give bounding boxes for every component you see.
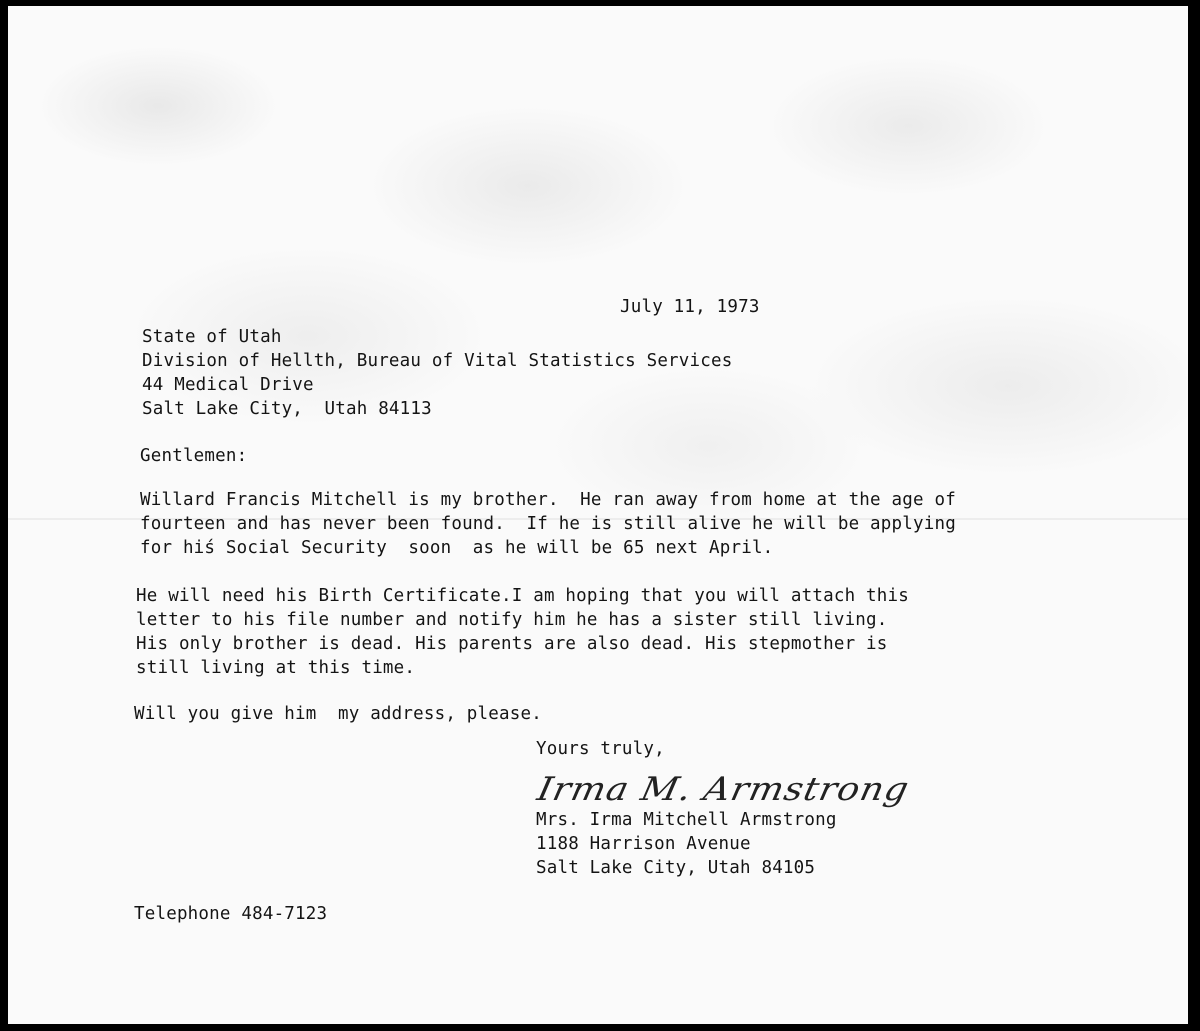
paragraph2-line-1: He will need his Birth Certificate.I am hoping that you will attach this: [136, 586, 909, 606]
paragraph2-line-3: His only brother is dead. His parents are also dead. His stepmother is: [136, 634, 888, 654]
telephone-line: Telephone 484-7123: [134, 904, 328, 924]
paragraph2-line-4: still living at this time.: [136, 658, 416, 678]
paragraph3: Will you give him my address, please.: [134, 704, 542, 724]
paragraph1-line-3: for hiś Social Security soon as he will be 65 next April.: [140, 538, 774, 558]
recipient-line-4: Salt Lake City, Utah 84113: [142, 399, 432, 419]
paragraph1-line-2: fourteen and has never been found. If he is still alive he will be applying: [140, 514, 956, 534]
paragraph2-line-2: letter to his file number and notify him he has a sister still living.: [136, 610, 888, 630]
recipient-line-2: Division of Hellth, Bureau of Vital Statistics Services: [142, 351, 733, 371]
salutation: Gentlemen:: [140, 446, 248, 466]
paragraph1-line-1: Willard Francis Mitchell is my brother. He ran away from home at the age of: [140, 490, 956, 510]
sender-name: Mrs. Irma Mitchell Armstrong: [536, 810, 837, 830]
letter-date: July 11, 1973: [620, 297, 760, 317]
sender-street: 1188 Harrison Avenue: [536, 834, 751, 854]
recipient-line-1: State of Utah: [142, 327, 282, 347]
letter-page: [8, 6, 1188, 1024]
sender-city: Salt Lake City, Utah 84105: [536, 858, 816, 878]
recipient-line-3: 44 Medical Drive: [142, 375, 314, 395]
closing: Yours truly,: [536, 739, 665, 759]
handwritten-signature: Irma M. Armstrong: [534, 771, 913, 808]
